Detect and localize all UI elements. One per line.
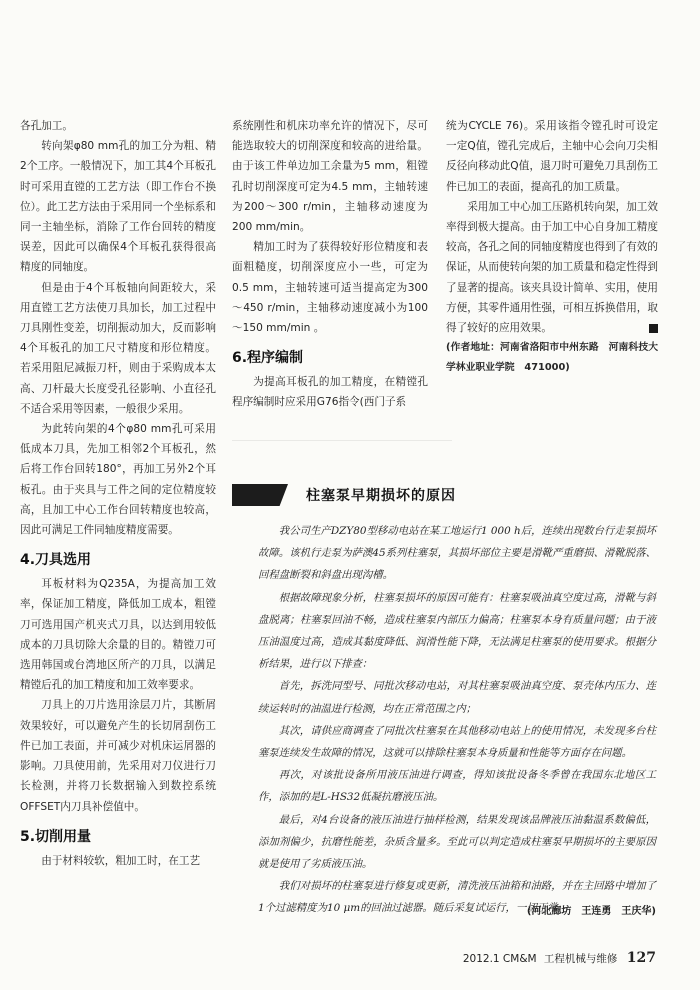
paragraph: 但是由于4个耳板轴向间距较大，采用直镗工艺方法使刀具加长，加工过程中刀具刚性变差，切削振动加大，反而影响4个耳板孔的加工尺寸精度和形位精度。若采用阻尼减振刀杆，则由于采购成本太高、刀杆最大长度受孔径影响、小直径孔不适合采用等因素，一般很少采用。 [20,281,216,415]
end-mark-icon [649,324,658,333]
article-title: 柱塞泵早期损坏的原因 [306,488,456,504]
article-paragraph: 我公司生产DZY80型移动电站在某工地运行1 000 h后，连续出现数台行走泵损坏故障。该机行走泵为萨澳45系列柱塞泵，其损坏部位主要是滑靴严重磨损、滑靴脱落、回程盘断裂和斜盘出现沟槽。 [258,525,656,582]
article-author: (河北廊坊 王连勇 王庆华) [526,906,656,917]
column-left [20,116,216,871]
paragraph: 各孔加工。 [20,120,73,132]
paragraph: 系统刚性和机床功率允许的情况下，尽可能选取较大的切削深度和较高的进给量。由于该工件单边加工余量为5 mm，粗镗孔时切削深度可定为4.5 mm，主轴转速为200～300 r/min，主轴移动速度为200 mm/min。 [232,120,428,234]
article-paragraph: 其次，请供应商调查了同批次柱塞泵在其他移动电站上的使用情况，未发现多台柱塞泵连续发生故障的情况，这就可以排除柱塞泵本身质量和性能等方面存在问题。 [258,724,656,760]
column-right [446,116,658,379]
article-paragraph: 最后，对4台设备的液压油进行抽样检测，结果发现该品牌液压油黏温系数偏低，添加剂偏少，抗磨性能差，杂质含量多。至此可以判定造成柱塞泵早期损坏的主要原因就是使用了劣质液压油。 [258,813,656,871]
article-header [232,484,522,506]
journal-name: 工程机械与维修 [543,953,618,965]
section-heading-4: 4.刀具选用 [20,552,92,569]
column-middle [232,116,428,413]
paragraph: 刀具上的刀片选用涂层刀片，其断屑效果较好，可以避免产生的长切屑刮伤工件已加工表面，并可减少对机床运屑器的影响。刀具使用前，先采用对刀仪进行刀长检测，并将刀长数据输入到数控系统OFFSET内刀具补偿值中。 [20,699,216,813]
section-heading-5: 5.切削用量 [20,828,92,845]
paragraph-text: 采用加工中心加工压路机转向架，加工效率得到极大提高。由于加工中心自身加工精度较高，各孔之间的同轴度精度也得到了有效的保证，从而使转向架的加工质量和稳定性得到了显著的提高。该夹具设计简单、实用，使用方便，其零件通用性强，可相互拆换借用，取得了较好的应用效果。 [446,200,658,335]
paragraph: 为提高耳板孔的加工精度，在精镗孔程序编制时应采用G76指令(西门子系 [232,376,428,409]
paragraph: 由于材料较软，粗加工时，在工艺 [41,854,201,867]
section-heading-6: 6.程序编制 [232,350,304,367]
paragraph [446,197,658,338]
author-address: (作者地址：河南省洛阳市中州东路 河南科技大学林业职业学院 471000) [446,342,658,374]
paragraph: 耳板材料为Q235A，为提高加工效率，保证加工精度，降低加工成本，粗镗刀可选用国产机夹式刀具，以达到用较低成本的刀具切除大余量的目的。精镗刀可选用韩国或台湾地区所产的刀具，以满足精镗后孔的加工精度和加工效率要求。 [20,578,216,692]
paragraph: 为此转向架的4个φ80 mm孔可采用低成本刀具，先加工相邻2个耳板孔，然后将工作台回转180°，再加工另外2个耳板孔。由于夹具与工件之间的定位精度较高，且加工中心工作台回转精度也较高，因此可满足工件同轴度精度需要。 [20,423,216,537]
divider [232,440,452,441]
paragraph: 转向架φ80 mm孔的加工分为粗、精2个工序。一般情况下，加工其4个耳板孔时可采用直镗的工艺方法（即工作台不换位）。此工艺方法由于采用同一个坐标系和同一主轴坐标，消除了工作台回转的精度误差，因此可以确保4个耳板孔获得很高精度的同轴度。 [20,140,216,274]
article-paragraph: 我们对损坏的柱塞泵进行修复或更新，清洗液压油箱和油路，并在主回路中增加了1个过滤精度为10 μm的回油过滤器。随后采复试运行，一切正常。 [258,880,656,915]
page-number: 127 [626,950,656,966]
issue-label: 2012.1 CM&M [462,953,537,965]
paragraph: 精加工时为了获得较好形位精度和表面粗糙度，切削深度应小一些，可定为0.5 mm，主轴转速可适当提高定为300～450 r/min，主轴移动速度减小为100～150 mm/min 。 [232,241,428,335]
paragraph: 统为CYCLE 76)。采用该指令镗孔时可设定一定Q值，镗孔完成后，主轴中心会向刀尖相反径向移动此Q值，退刀时可避免刀具刮伤工件已加工的表面，提高孔的加工质量。 [446,120,658,193]
page-footer [463,950,656,966]
article-body [258,520,656,920]
header-bar-icon [232,484,288,506]
article-paragraph: 首先，拆洗同型号、同批次移动电站，对其柱塞泵吸油真空度、泵壳体内压力、连续运转时的油温进行检测，均在正常范围之内； [258,680,656,715]
article-paragraph: 根据故障现象分析，柱塞泵损坏的原因可能有：柱塞泵吸油真空度过高，滑靴与斜盘脱离；柱塞泵回油不畅，造成柱塞泵内部压力偏高；柱塞泵本身有质量问题；由于液压油温度过高，造成其黏度降低、润滑性能下降，无法满足柱塞泵的使用要求。根据分析结果，进行以下排查： [258,591,656,671]
article-paragraph: 再次，对该批设备所用液压油进行调查，得知该批设备冬季曾在我国东北地区工作，添加的是L-HS32低凝抗磨液压油。 [258,769,656,804]
